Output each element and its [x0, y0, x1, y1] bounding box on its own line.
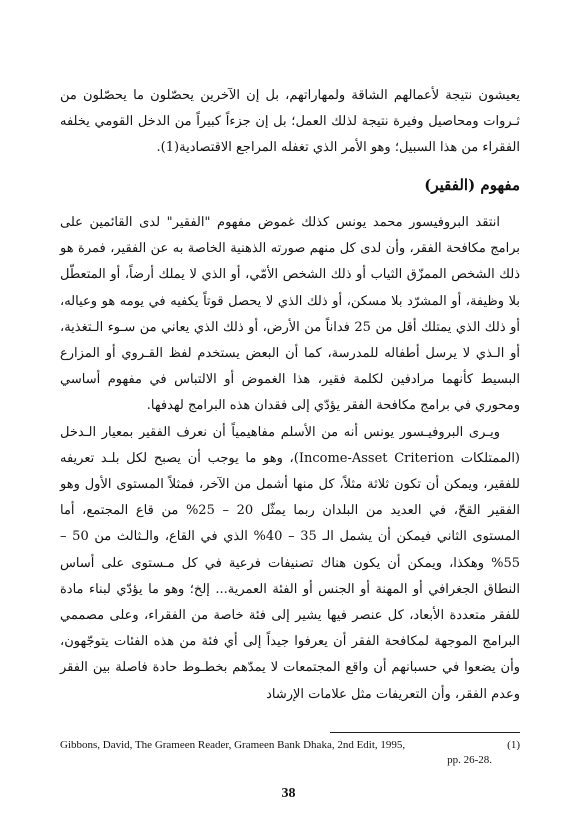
section-heading: مفهوم (الفقير) [424, 176, 520, 194]
body-text-main [60, 210, 520, 708]
page-number: 38 [281, 786, 296, 801]
paragraph-2: انتقد البروفيسور محمد يونس كذلك غموض مفهوم "الفقير" لدى القائمين على برامج مكافحة الفقر، وأن لدى كل منهم صورته الذهنية الخاصة به عن الفقير، فمرة هو ذلك الشخص الممزّق الثياب أو ذلك الشخص الأمّي، أو الذي لا يملك أرضاً، أو المتعطّل بلا وظيفة، أو المشرّد بلا مسكن، أو ذلك الذي لا يحصل قوتاً يكفيه في يومه هو وعياله، أو ذلك الذي يمتلك أقل من 25 فداناً من الأرض، أو ذلك الذي يعاني من سـوء الـتغذية، أو الـذي لا يرسل أطفاله للمدرسة، كما أن البعض يستخدم لفظ القـروي أو المزارع البسيط كأنهما مرادفين لكلمة فقير، هذا الغموض أو الالتباس في مفهوم أساسي ومحوري في برامج مكافحة الفقر يؤدّي إلى فقدان هذه البرامج لهدفها. [60, 215, 520, 414]
footnote-marker: (1) [507, 739, 520, 751]
footnote-pages: pp. 26-28. [447, 754, 492, 766]
paragraph-1: يعيشون نتيجة لأعمالهم الشاقة ولمهاراتهم، بل إن الآخرين يحصّلون ما يحصّلون من ثـروات ومحاصيل وفيرة نتيجة لذلك العمل؛ بل إن جزءاً كبيراً من الدخل القومي يخلفه الفقراء من هذا السبيل؛ وهو الأمر الذي تغفله المراجع الاقتصادية(1). [60, 88, 520, 156]
paragraph-3: ويـرى البروفيـسور يونس أنه من الأسلم مفاهيمياً أن نعرف الفقير بمعيار الـدخل (الممتلكات Income-Asset Criterion)، وهو ما يوجب أن يصبح لكل بلـد تعريفه للفقير، ويمكن أن تكون ثلاثة مثلاً، كل منها أشمل من الآخر، فمثلاً المستوى الأول وهو الفقير القحّ، في العديد من البلدان ربما يمثّل 20 – 25% من قاع المجتمع، أما المستوى الثاني فيمكن أن يشمل الـ 35 – 40% الذي في القاع، والـثالث من 50 – 55% وهكذا، ويمكن أن يكون هناك تصنيفات فرعية في كل مـستوى على أساس النطاق الجغرافي أو المهنة أو الجنس أو الفئة العمرية... إلخ؛ وهو ما يؤدّي لبناء مادة للفقر متعددة الأبعاد، كل عنصر فيها يشير إلى فئة خاصة من الفقراء، وعلى مصممي البرامج الموجهة لمكافحة الفقر أن يعرفوا جيداً إلى أي فئة من هذه الفئات يتوجّهون، وأن يضعوا في حسبانهم أن واقع المجتمعات لا يمدّهم بخطـوط حادة فاصلة بين الفقر وعدم الفقر، وأن التعريفات مثل علامات الإرشاد [60, 424, 521, 702]
footnote [60, 738, 520, 768]
footnote-divider [330, 732, 520, 733]
body-text-top [60, 83, 520, 162]
footnote-text: Gibbons, David, The Grameen Reader, Grameen Bank Dhaka, 2nd Edit, 1995, [60, 739, 406, 751]
